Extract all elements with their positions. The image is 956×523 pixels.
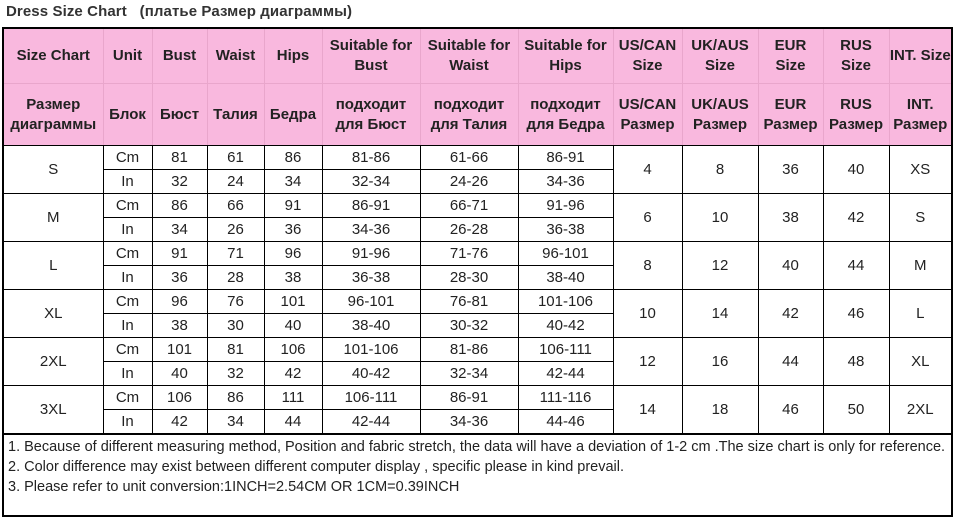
table-row — [4, 386, 951, 410]
size-label: XL — [4, 290, 103, 338]
hips-cell: 36 — [264, 218, 322, 242]
fit-hips-cell: 86-91 — [518, 146, 613, 170]
col-header-us-can-ru: US/CAN Размер — [613, 84, 682, 146]
fit-bust-cell: 96-101 — [322, 290, 420, 314]
size-table — [4, 29, 951, 434]
col-header-uk-aus: UK/AUS Size — [682, 29, 758, 84]
fit-hips-cell: 40-42 — [518, 314, 613, 338]
hips-cell: 86 — [264, 146, 322, 170]
int-size-cell: XS — [889, 146, 951, 194]
unit-cell: In — [103, 218, 152, 242]
int-size-cell: XL — [889, 338, 951, 386]
uk-size-cell: 16 — [682, 338, 758, 386]
unit-cell: Cm — [103, 386, 152, 410]
waist-cell: 28 — [207, 266, 264, 290]
bust-cell: 96 — [152, 290, 207, 314]
bust-cell: 38 — [152, 314, 207, 338]
header-row-english — [4, 29, 951, 84]
bust-cell: 40 — [152, 362, 207, 386]
eur-size-cell: 38 — [758, 194, 823, 242]
eur-size-cell: 42 — [758, 290, 823, 338]
unit-cell: Cm — [103, 146, 152, 170]
unit-cell: In — [103, 362, 152, 386]
col-header-eur: EUR Size — [758, 29, 823, 84]
eur-size-cell: 44 — [758, 338, 823, 386]
header-row-russian — [4, 84, 951, 146]
bust-cell: 32 — [152, 170, 207, 194]
col-header-size-chart-ru: Размер диаграммы — [4, 84, 103, 146]
size-label: 3XL — [4, 386, 103, 434]
col-header-int: INT. Size — [889, 29, 951, 84]
fit-hips-cell: 42-44 — [518, 362, 613, 386]
col-header-rus-ru: RUS Размер — [823, 84, 889, 146]
size-label: 2XL — [4, 338, 103, 386]
fit-bust-cell: 42-44 — [322, 410, 420, 434]
bust-cell: 36 — [152, 266, 207, 290]
table-row — [4, 242, 951, 266]
waist-cell: 81 — [207, 338, 264, 362]
size-label: L — [4, 242, 103, 290]
waist-cell: 86 — [207, 386, 264, 410]
size-chart — [2, 27, 953, 517]
fit-waist-cell: 66-71 — [420, 194, 518, 218]
hips-cell: 101 — [264, 290, 322, 314]
waist-cell: 30 — [207, 314, 264, 338]
fit-waist-cell: 81-86 — [420, 338, 518, 362]
uk-size-cell: 18 — [682, 386, 758, 434]
bust-cell: 42 — [152, 410, 207, 434]
col-header-unit-ru: Блок — [103, 84, 152, 146]
note-item: 1. Because of different measuring method, Position and fabric stretch, the data will have a deviation of 1-2 cm .The size chart is only for reference. — [8, 439, 946, 455]
hips-cell: 44 — [264, 410, 322, 434]
fit-bust-cell: 34-36 — [322, 218, 420, 242]
col-header-fit-hips: Suitable for Hips — [518, 29, 613, 84]
col-header-rus: RUS Size — [823, 29, 889, 84]
hips-cell: 40 — [264, 314, 322, 338]
unit-cell: In — [103, 410, 152, 434]
fit-waist-cell: 86-91 — [420, 386, 518, 410]
fit-waist-cell: 24-26 — [420, 170, 518, 194]
col-header-us-can: US/CAN Size — [613, 29, 682, 84]
us-size-cell: 6 — [613, 194, 682, 242]
us-size-cell: 10 — [613, 290, 682, 338]
waist-cell: 34 — [207, 410, 264, 434]
hips-cell: 96 — [264, 242, 322, 266]
fit-bust-cell: 86-91 — [322, 194, 420, 218]
int-size-cell: M — [889, 242, 951, 290]
int-size-cell: 2XL — [889, 386, 951, 434]
page-title: Dress Size Chart (платье Размер диаграммы) — [6, 3, 353, 20]
fit-hips-cell: 96-101 — [518, 242, 613, 266]
rus-size-cell: 48 — [823, 338, 889, 386]
col-header-bust-ru: Бюст — [152, 84, 207, 146]
col-header-eur-ru: EUR Размер — [758, 84, 823, 146]
hips-cell: 38 — [264, 266, 322, 290]
col-header-fit-waist-ru: подходит для Талия — [420, 84, 518, 146]
waist-cell: 61 — [207, 146, 264, 170]
int-size-cell: S — [889, 194, 951, 242]
hips-cell: 34 — [264, 170, 322, 194]
unit-cell: In — [103, 170, 152, 194]
size-label: M — [4, 194, 103, 242]
rus-size-cell: 40 — [823, 146, 889, 194]
fit-waist-cell: 34-36 — [420, 410, 518, 434]
unit-cell: In — [103, 266, 152, 290]
col-header-hips-ru: Бедра — [264, 84, 322, 146]
waist-cell: 32 — [207, 362, 264, 386]
bust-cell: 101 — [152, 338, 207, 362]
waist-cell: 76 — [207, 290, 264, 314]
uk-size-cell: 12 — [682, 242, 758, 290]
bust-cell: 106 — [152, 386, 207, 410]
fit-hips-cell: 34-36 — [518, 170, 613, 194]
fit-bust-cell: 81-86 — [322, 146, 420, 170]
notes-section — [4, 434, 951, 515]
fit-bust-cell: 40-42 — [322, 362, 420, 386]
fit-bust-cell: 91-96 — [322, 242, 420, 266]
us-size-cell: 14 — [613, 386, 682, 434]
fit-waist-cell: 28-30 — [420, 266, 518, 290]
eur-size-cell: 40 — [758, 242, 823, 290]
hips-cell: 106 — [264, 338, 322, 362]
unit-cell: Cm — [103, 290, 152, 314]
col-header-fit-bust-ru: подходит для Бюст — [322, 84, 420, 146]
col-header-fit-hips-ru: подходит для Бедра — [518, 84, 613, 146]
us-size-cell: 12 — [613, 338, 682, 386]
col-header-int-ru: INT. Размер — [889, 84, 951, 146]
uk-size-cell: 14 — [682, 290, 758, 338]
eur-size-cell: 36 — [758, 146, 823, 194]
fit-bust-cell: 106-111 — [322, 386, 420, 410]
us-size-cell: 4 — [613, 146, 682, 194]
fit-waist-cell: 76-81 — [420, 290, 518, 314]
fit-waist-cell: 30-32 — [420, 314, 518, 338]
rus-size-cell: 46 — [823, 290, 889, 338]
fit-waist-cell: 32-34 — [420, 362, 518, 386]
note-item: 2. Color difference may exist between different computer display , specific please in kind prevail. — [8, 459, 625, 475]
uk-size-cell: 8 — [682, 146, 758, 194]
fit-bust-cell: 36-38 — [322, 266, 420, 290]
unit-cell: Cm — [103, 194, 152, 218]
fit-waist-cell: 26-28 — [420, 218, 518, 242]
table-row — [4, 146, 951, 170]
fit-hips-cell: 91-96 — [518, 194, 613, 218]
table-row — [4, 194, 951, 218]
hips-cell: 91 — [264, 194, 322, 218]
fit-waist-cell: 71-76 — [420, 242, 518, 266]
size-label: S — [4, 146, 103, 194]
fit-hips-cell: 38-40 — [518, 266, 613, 290]
col-header-hips: Hips — [264, 29, 322, 84]
waist-cell: 66 — [207, 194, 264, 218]
rus-size-cell: 44 — [823, 242, 889, 290]
note-item: 3. Please refer to unit conversion:1INCH=2.54CM OR 1CM=0.39INCH — [8, 479, 460, 495]
col-header-fit-waist: Suitable for Waist — [420, 29, 518, 84]
hips-cell: 42 — [264, 362, 322, 386]
unit-cell: In — [103, 314, 152, 338]
table-row — [4, 290, 951, 314]
waist-cell: 71 — [207, 242, 264, 266]
fit-hips-cell: 106-111 — [518, 338, 613, 362]
unit-cell: Cm — [103, 242, 152, 266]
bust-cell: 86 — [152, 194, 207, 218]
hips-cell: 111 — [264, 386, 322, 410]
col-header-unit: Unit — [103, 29, 152, 84]
rus-size-cell: 42 — [823, 194, 889, 242]
waist-cell: 26 — [207, 218, 264, 242]
fit-hips-cell: 111-116 — [518, 386, 613, 410]
col-header-waist-ru: Талия — [207, 84, 264, 146]
fit-bust-cell: 32-34 — [322, 170, 420, 194]
col-header-waist: Waist — [207, 29, 264, 84]
bust-cell: 34 — [152, 218, 207, 242]
eur-size-cell: 46 — [758, 386, 823, 434]
int-size-cell: L — [889, 290, 951, 338]
col-header-fit-bust: Suitable for Bust — [322, 29, 420, 84]
waist-cell: 24 — [207, 170, 264, 194]
us-size-cell: 8 — [613, 242, 682, 290]
unit-cell: Cm — [103, 338, 152, 362]
fit-hips-cell: 44-46 — [518, 410, 613, 434]
fit-waist-cell: 61-66 — [420, 146, 518, 170]
col-header-size-chart: Size Chart — [4, 29, 103, 84]
bust-cell: 81 — [152, 146, 207, 170]
table-row — [4, 338, 951, 362]
uk-size-cell: 10 — [682, 194, 758, 242]
bust-cell: 91 — [152, 242, 207, 266]
fit-hips-cell: 36-38 — [518, 218, 613, 242]
fit-bust-cell: 101-106 — [322, 338, 420, 362]
col-header-uk-aus-ru: UK/AUS Размер — [682, 84, 758, 146]
fit-bust-cell: 38-40 — [322, 314, 420, 338]
col-header-bust: Bust — [152, 29, 207, 84]
rus-size-cell: 50 — [823, 386, 889, 434]
fit-hips-cell: 101-106 — [518, 290, 613, 314]
